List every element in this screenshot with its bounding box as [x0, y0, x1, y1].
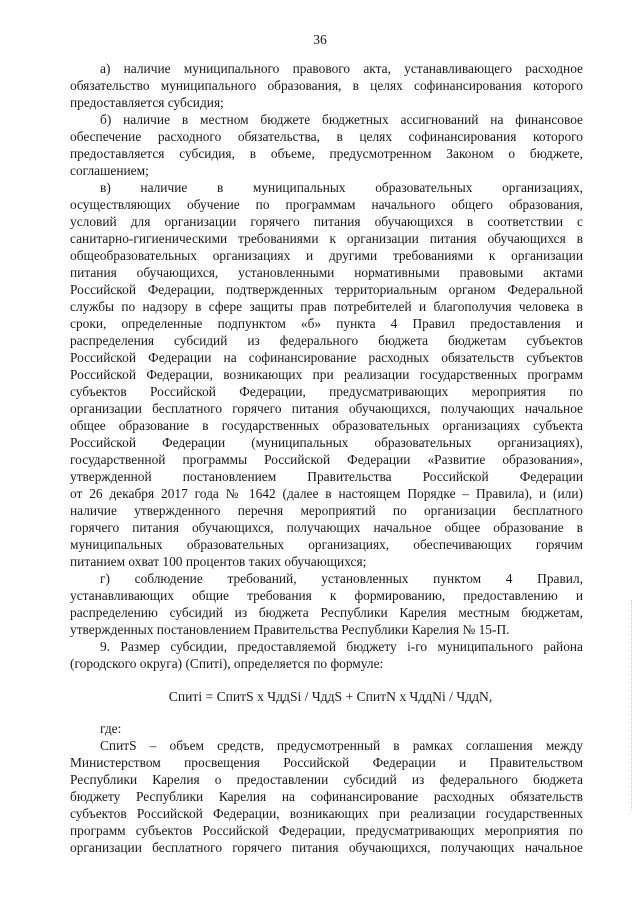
text-line: субъектов Российской Федерации, предусматривающих мероприятия по	[70, 384, 583, 399]
text-line: осуществляющих обучение по программам начального общего образования,	[70, 197, 583, 212]
page-number: 36	[313, 32, 327, 47]
paragraph-b	[70, 111, 583, 179]
text-line: (городского округа) (Спитi), определяется по формуле:	[70, 656, 384, 671]
text-line: распределению субсидий из бюджета Республики Карелия местным бюджетам,	[70, 605, 583, 620]
subsidy-formula: Спитi = СпитS x ЧддSi / ЧддS + СпитN x ЧддNi / ЧддN,	[168, 689, 493, 704]
text-line: обеспечение расходного обязательства, в целях софинансирования которого	[70, 129, 583, 144]
text-line: питания обучающихся, установленными нормативными правовыми актами	[70, 265, 583, 280]
text-line: Республики Карелия о предоставлении субсидий из федерального бюджета	[70, 772, 583, 787]
text-line: распределения субсидий из федерального бюджета бюджетам субъектов	[70, 333, 583, 348]
text-line: предоставляется субсидия, в объеме, предусмотренном Законом о бюджете,	[70, 146, 583, 161]
text-line: Российской Федерации на софинансирование расходных обязательств субъектов	[70, 350, 583, 365]
paragraph-a	[70, 60, 583, 111]
text-line: муниципальных образовательных организациях, обеспечивающих горячим	[70, 537, 583, 552]
text-line: соглашением;	[70, 163, 149, 178]
text-line: санитарно-гигиеническими требованиями к организации питания обучающихся в	[70, 231, 583, 246]
scan-edge-marks	[629, 600, 632, 810]
text-line: сроки, определенные подпунктом «б» пункта 4 Правил предоставления и	[70, 316, 583, 331]
text-line: общее образование в государственных образовательных организациях субъекта	[70, 418, 583, 433]
text-line: горячего питания обучающихся, получающих начальное общее образование в	[70, 520, 583, 535]
text-line: наличие утвержденного перечня мероприятий по организации бесплатного	[70, 503, 583, 518]
paragraph-g	[70, 570, 583, 638]
text-line: в) наличие в муниципальных образовательных организациях,	[100, 180, 583, 195]
text-line: утвержденной постановлением Правительства Российской Федерации	[70, 469, 583, 484]
text-line: условий для организации горячего питания обучающихся в соответствии с	[70, 214, 583, 229]
text-line: предоставляется субсидия;	[70, 95, 224, 110]
text-line: г) соблюдение требований, установленных пунктом 4 Правил,	[100, 571, 583, 586]
paragraph-v	[70, 179, 583, 570]
text-line: Российской Федерации (муниципальных образовательных организациях),	[70, 435, 583, 450]
text-line: бюджету Республики Карелия на софинансирование расходных обязательств	[70, 789, 583, 804]
definition-paragraph	[70, 737, 583, 856]
text-line: обязательство муниципального образования, в целях софинансирования которого	[70, 78, 583, 93]
text-line: Российской Федерации, подтвержденных территориальным органом Федеральной	[70, 282, 583, 297]
text-line: питанием охват 100 процентов таких обучающихся;	[70, 554, 367, 569]
text-line: программ субъектов Российской Федерации, предусматривающих мероприятия по	[70, 823, 583, 838]
where-label: где:	[100, 721, 122, 736]
text-line: организации бесплатного горячего питания обучающихся, получающих начальное	[70, 401, 583, 416]
text-line: общеобразовательных организациях и другими требованиями к организации	[70, 248, 583, 263]
text-line: СпитS – объем средств, предусмотренный в рамках соглашения между	[100, 738, 583, 753]
paragraph-9	[70, 638, 583, 672]
text-line: 9. Размер субсидии, предоставляемой бюджету i-го муниципального района	[100, 639, 583, 654]
text-line: Российской Федерации, возникающих при реализации государственных программ	[70, 367, 583, 382]
text-line: а) наличие муниципального правового акта, устанавливающего расходное	[100, 61, 583, 76]
text-line: организации бесплатного горячего питания обучающихся, получающих начальное	[70, 840, 583, 855]
text-line: от 26 декабря 2017 года № 1642 (далее в настоящем Порядке – Правила), и (или)	[70, 486, 583, 501]
text-line: утвержденных постановлением Правительства Республики Карелия № 15-П.	[70, 622, 510, 637]
text-line: государственной программы Российской Федерации «Развитие образования»,	[70, 452, 583, 467]
text-line: субъектов Российской Федерации, возникающих при реализации государственных	[70, 806, 583, 821]
text-line: Министерством просвещения Российской Федерации и Правительством	[70, 755, 583, 770]
text-line: б) наличие в местном бюджете бюджетных ассигнований на финансовое	[100, 112, 583, 127]
body-text	[70, 60, 583, 856]
text-line: устанавливающих общие требования к формированию, предоставлению и	[70, 588, 583, 603]
text-line: службы по надзору в сфере защиты прав потребителей и благополучия человека в	[70, 299, 583, 314]
